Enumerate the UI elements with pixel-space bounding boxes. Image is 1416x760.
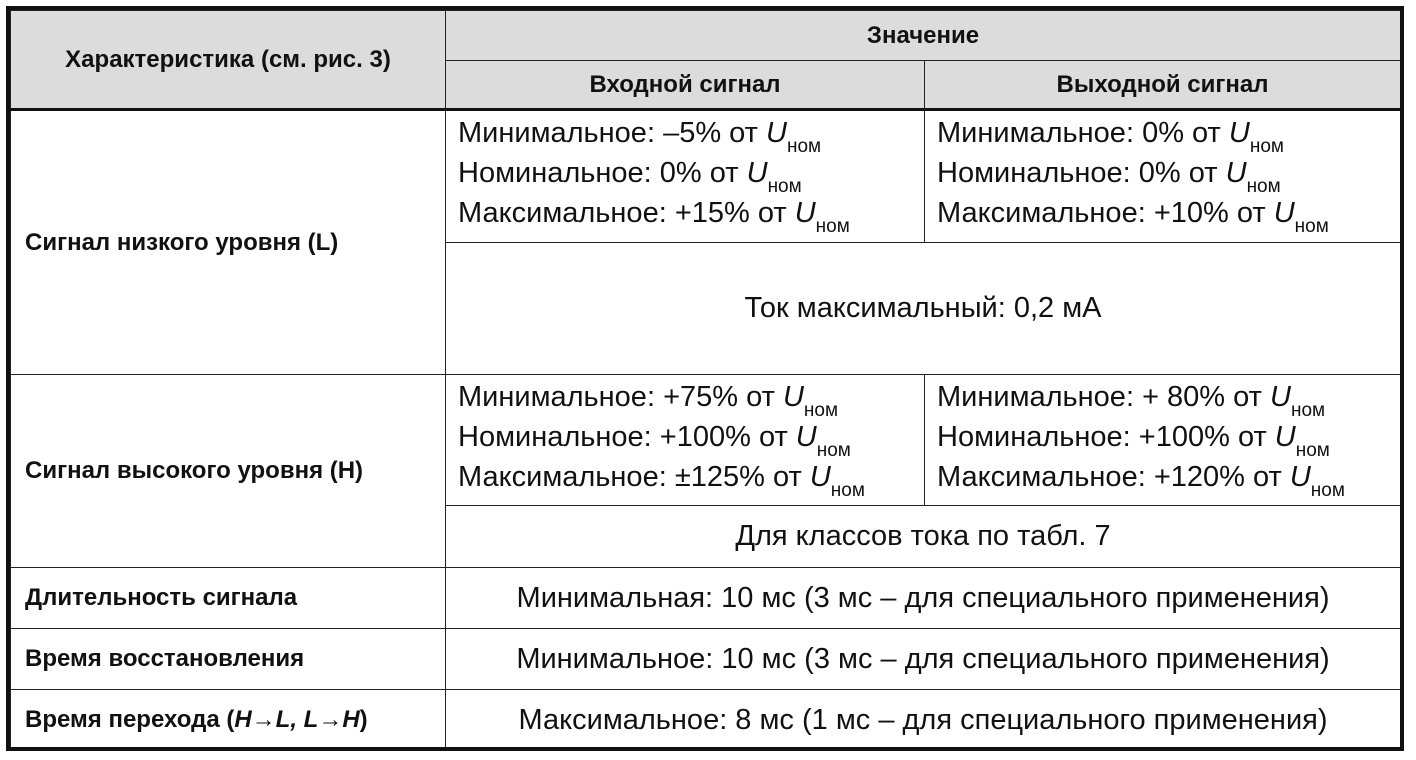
row-label-recovery: Время восстановления: [11, 629, 446, 690]
value-line: Номинальное: +100% от $U_{ном}$: [937, 421, 1330, 461]
table-row-transition: [11, 690, 1401, 751]
header-output-signal: Выходной сигнал: [925, 61, 1401, 110]
table-row-low: [11, 110, 1401, 243]
value-line: Максимальное: +10% от $U_{ном}$: [937, 197, 1329, 237]
spec-table-frame: [6, 6, 1404, 751]
cell-recovery: Минимальное: 10 мс (3 мс – для специального применения): [446, 629, 1401, 690]
row-label-duration: Длительность сигнала: [11, 568, 446, 629]
table-row-duration: [11, 568, 1401, 629]
value-line: Номинальное: +100% от $U_{ном}$: [458, 421, 851, 461]
header-value: Значение: [446, 11, 1401, 61]
value-line: Номинальное: 0% от $U_{ном}$: [937, 157, 1281, 197]
value-line: Минимальное: 0% от $U_{ном}$: [937, 117, 1284, 157]
cell-high-input: [446, 375, 925, 506]
spec-table: [10, 10, 1401, 751]
header-input-signal: Входной сигнал: [446, 61, 925, 110]
row-label-low: Сигнал низкого уровня (L): [11, 110, 446, 375]
transition-directions: H→L, L→H: [234, 706, 360, 733]
table-row-recovery: [11, 629, 1401, 690]
cell-low-output: [925, 110, 1401, 243]
cell-low-input: [446, 110, 925, 243]
row-label-high: Сигнал высокого уровня (H): [11, 375, 446, 568]
value-line: Минимальное: +75% от $U_{ном}$: [458, 381, 839, 421]
value-line: Минимальное: + 80% от $U_{ном}$: [937, 381, 1326, 421]
cell-low-current: Ток максимальный: 0,2 мА: [446, 243, 1401, 375]
cell-high-output: [925, 375, 1401, 506]
cell-transition: Максимальное: 8 мс (1 мс – для специального применения): [446, 690, 1401, 751]
value-line: Минимальное: –5% от $U_{ном}$: [458, 117, 822, 157]
table-row-high: [11, 375, 1401, 506]
value-line: Номинальное: 0% от $U_{ном}$: [458, 157, 802, 197]
header-row: [11, 11, 1401, 61]
value-line: Максимальное: ±125% от $U_{ном}$: [458, 461, 865, 501]
cell-duration: Минимальная: 10 мс (3 мс – для специального применения): [446, 568, 1401, 629]
value-line: Максимальное: +15% от $U_{ном}$: [458, 197, 850, 237]
header-characteristic: Характеристика (см. рис. 3): [11, 11, 446, 110]
value-line: Максимальное: +120% от $U_{ном}$: [937, 461, 1345, 501]
row-label-transition: Время перехода (H→L, L→H): [11, 690, 446, 751]
cell-high-current: Для классов тока по табл. 7: [446, 506, 1401, 568]
